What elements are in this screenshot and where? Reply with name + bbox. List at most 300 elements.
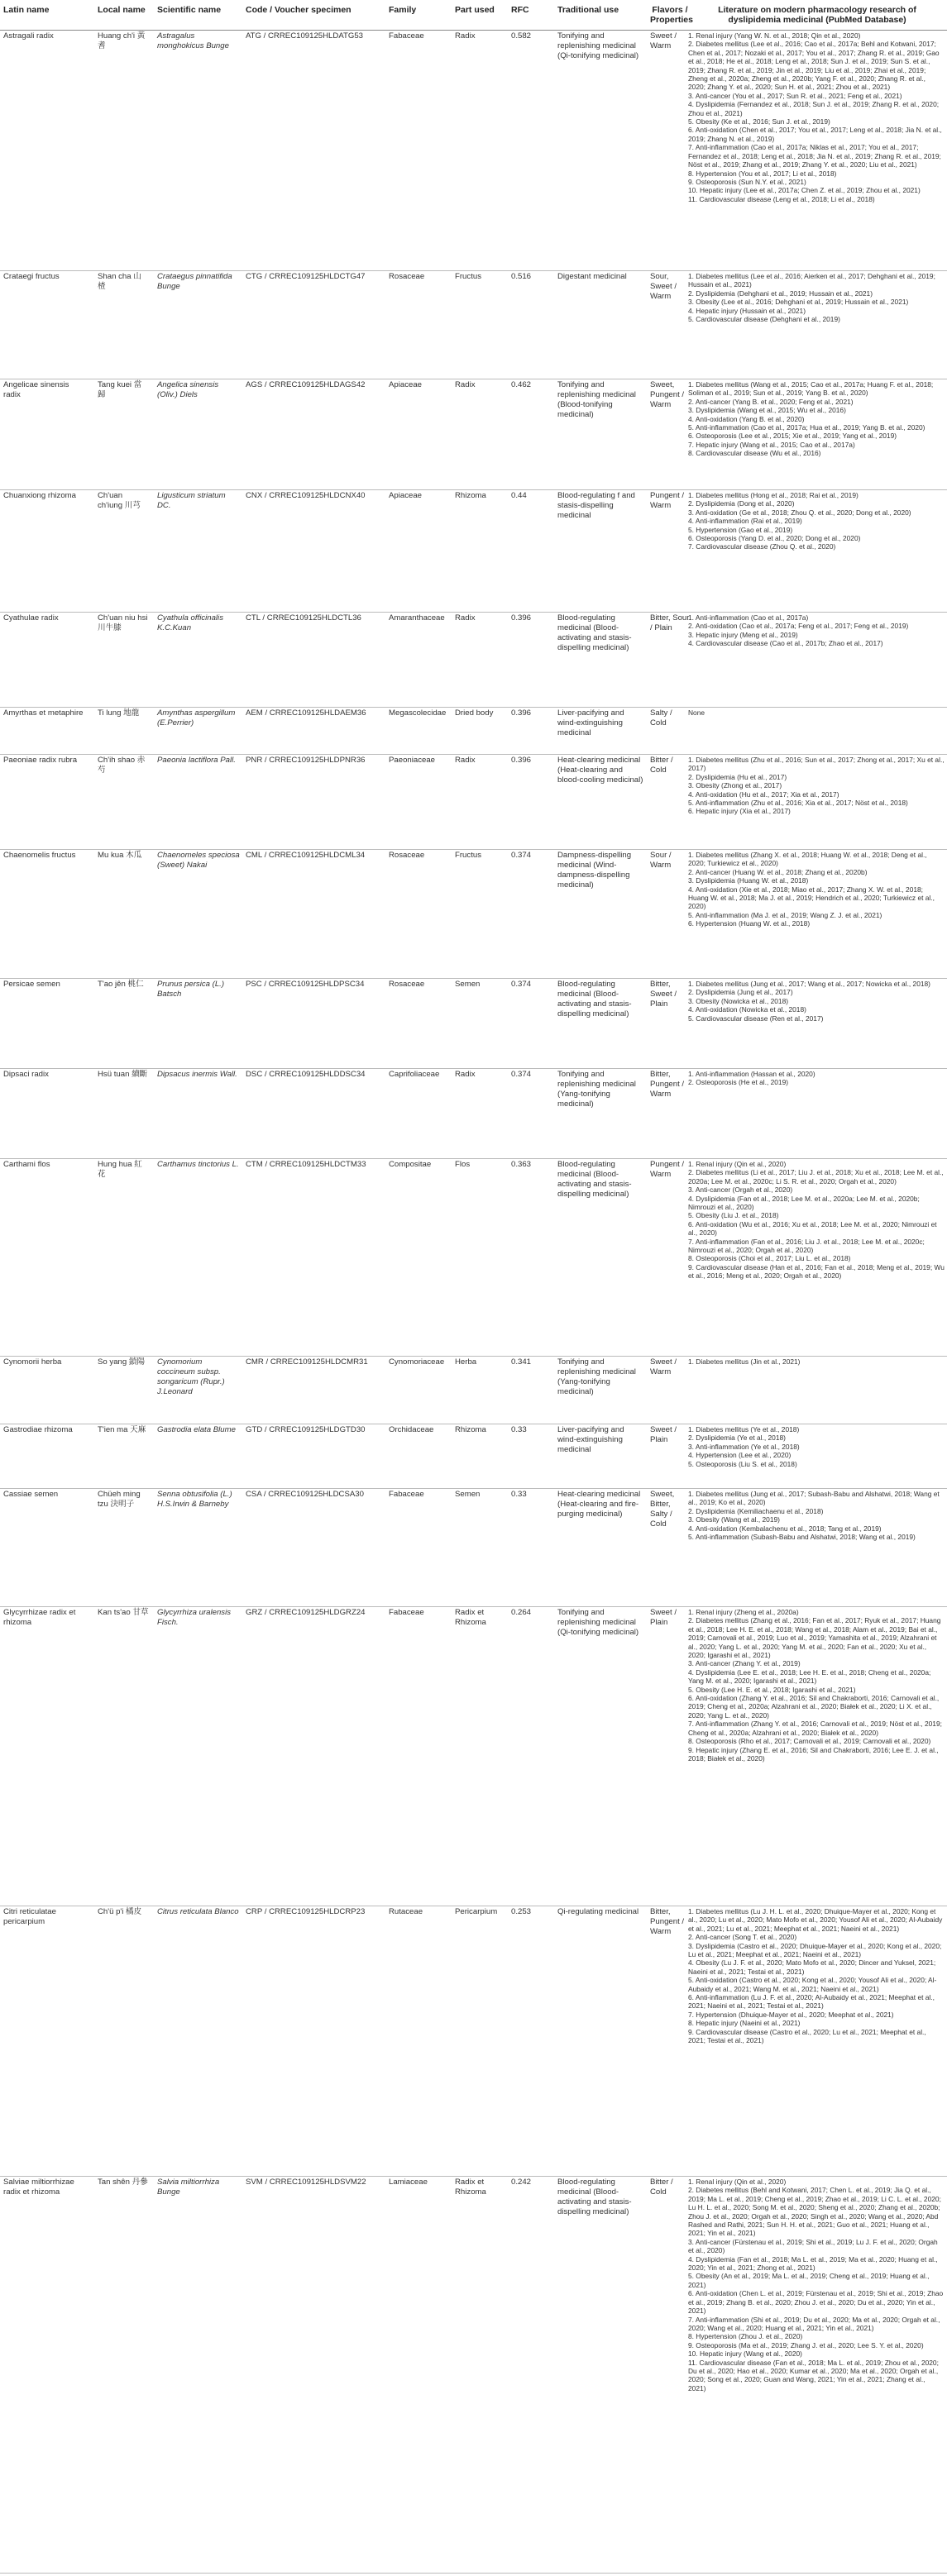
literature-entry: 5. Obesity (Lee H. E. et al., 2018; Igarashi et al., 2021)	[688, 1685, 856, 1694]
literature-entry: 2. Dyslipidemia (Jung et al., 2017)	[688, 988, 793, 997]
literature-entry: 1. Renal injury (Qin et al., 2020)	[688, 1160, 787, 1168]
rfc-value: 0.374	[511, 1070, 532, 1079]
latin-name: Citri reticulatae pericarpium	[3, 1907, 56, 1926]
rfc-value: 0.242	[511, 2178, 532, 2187]
literature-entry: 4. Dyslipidemia (Fan et al., 2018; Lee M. et al., 2020a; Lee M. et al., 2020b; Nimrouzi et al., 2020)	[688, 1194, 920, 1212]
traditional-use: Liver-pacifying and wind-extinguishing medicinal	[557, 708, 624, 737]
voucher-code: CRP / CRREC109125HLDCRP23	[246, 1907, 366, 1916]
literature-entry: 7. Cardiovascular disease (Zhou Q. et al., 2020)	[688, 542, 836, 551]
flavor-properties: Sweet / Plain	[650, 1425, 677, 1444]
literature-entry: 5. Obesity (Ke et al., 2016; Sun J. et al., 2019)	[688, 117, 830, 126]
traditional-use: Blood-regulating medicinal (Blood-activating and stasis-dispelling medicinal)	[557, 1160, 632, 1199]
literature-entry: 4. Anti-oxidation (Hu et al., 2017; Xia et al., 2017)	[688, 789, 839, 799]
scientific-name: Cynomorium coccineum subsp. songaricum (Rupr.) J.Leonard	[157, 1357, 225, 1396]
traditional-use: Blood-regulating medicinal (Blood-activating and stasis-dispelling medicinal)	[557, 613, 632, 652]
literature-entry: 1. Anti-inflammation (Hassan et al., 2020)	[688, 1070, 815, 1078]
part-used: Radix	[455, 1070, 476, 1079]
literature-entry: 6. Anti-oxidation (Chen L. et al., 2019; Fürstenau et al., 2019; Shi et al., 2019; Zhao et al., 2019; Zhang B. et al., 2020; Zhou J. et al., 2020; Du et al., 2020; Yin et al., 2021)	[688, 2289, 944, 2316]
rfc-value: 0.33	[511, 1490, 527, 1499]
flavor-properties: Bitter, Sour / Plain	[650, 613, 690, 632]
literature-entry: 3. Obesity (Zhong et al., 2017)	[688, 781, 782, 790]
flavor-properties: Bitter / Cold	[650, 756, 673, 775]
rfc-value: 0.363	[511, 1160, 532, 1169]
literature-entry: 11. Cardiovascular disease (Leng et al., 2018; Li et al., 2018)	[688, 194, 875, 203]
literature-entry: 3. Dyslipidemia (Wang et al., 2015; Wu et al., 2016)	[688, 406, 846, 415]
scientific-name: Senna obtusifolia (L.) H.S.Irwin & Barneby	[157, 1490, 232, 1509]
literature-entry: 2. Dyslipidemia (Dong et al., 2020)	[688, 499, 795, 508]
literature-entry: 4. Hepatic injury (Hussain et al., 2021)	[688, 306, 806, 315]
literature-entry: 2. Diabetes mellitus (Li et al., 2017; Liu J. et al., 2018; Xu et al., 2018; Lee M. et al., 2020a; Lee M. et al., 2020c; Li S. R. et al., 2020; Orgah et al., 2020)	[688, 1168, 944, 1185]
literature-entry: 8. Hepatic injury (Naeini et al., 2021)	[688, 2019, 801, 2028]
table-row	[0, 489, 947, 613]
literature-list	[688, 272, 945, 323]
rfc-value: 0.341	[511, 1357, 532, 1367]
literature-list	[688, 1608, 945, 1763]
literature-entry: 1. Anti-inflammation (Cao et al., 2017a)	[688, 613, 809, 622]
literature-entry: 2. Osteoporosis (He et al., 2019)	[688, 1078, 789, 1087]
scientific-name: Chaenomeles speciosa (Sweet) Nakai	[157, 851, 240, 870]
literature-list	[688, 2178, 945, 2392]
part-used: Radix	[455, 380, 476, 389]
literature-entry: 3. Hepatic injury (Meng et al., 2019)	[688, 630, 798, 639]
literature-entry: 6. Anti-oxidation (Wu et al., 2016; Xu et al., 2018; Lee M. et al., 2020; Nimrouzi et al., 2020)	[688, 1219, 937, 1238]
header-scientific-name: Scientific name	[157, 5, 222, 15]
literature-entry: 1. Diabetes mellitus (Zhu et al., 2016; Sun et al., 2017; Zhong et al., 2017; Xu et al., 2017)	[688, 756, 945, 773]
literature-entry: 4. Anti-inflammation (Rai et al., 2019)	[688, 517, 802, 526]
literature-entry: 5. Anti-inflammation (Subash-Babu and Alshatwi, 2018; Wang et al., 2019)	[688, 1533, 916, 1542]
literature-entry: 9. Osteoporosis (Ma et al., 2019; Zhang J. et al., 2020; Lee S. Y. et al., 2020)	[688, 2340, 924, 2349]
literature-entry: 2. Dyslipidemia (Kemiliachaenu et al., 2018)	[688, 1506, 824, 1515]
table-header	[0, 0, 947, 31]
literature-entry: 2. Anti-cancer (Song T. et al., 2020)	[688, 1933, 797, 1942]
scientific-name: Crataegus pinnatifida Bunge	[157, 272, 232, 291]
latin-name: Cassiae semen	[3, 1490, 59, 1499]
table-row	[0, 1356, 947, 1424]
literature-entry: 6. Osteoporosis (Yang D. et al., 2020; Dong et al., 2020)	[688, 534, 861, 543]
family: Rutaceae	[389, 1907, 423, 1916]
table-row	[0, 270, 947, 379]
literature-entry: 2. Dyslipidemia (Dehghani et al., 2019; Hussain et al., 2021)	[688, 289, 873, 298]
voucher-code: CTM / CRREC109125HLDCTM33	[246, 1160, 366, 1169]
traditional-use: Heat-clearing medicinal (Heat-clearing and blood-cooling medicinal)	[557, 756, 643, 785]
literature-entry: 9. Cardiovascular disease (Han et al., 2016; Fan et al., 2018; Meng et al., 2019; Wu et al., 2016; Meng et al., 2020; Orgah et al., 2020)	[688, 1262, 945, 1281]
literature-entry: 1. Renal injury (Yang W. N. et al., 2018; Qin et al., 2020)	[688, 31, 861, 40]
part-used: Dried body	[455, 708, 494, 718]
voucher-code: CSA / CRREC109125HLDCSA30	[246, 1490, 364, 1499]
literature-entry: 7. Hypertension (Dhuique-Mayer et al., 2020; Meephat et al., 2021)	[688, 2010, 894, 2019]
voucher-code: PNR / CRREC109125HLDPNR36	[246, 756, 366, 765]
table-row	[0, 1488, 947, 1607]
literature-entry: 2. Diabetes mellitus (Behl and Kotwani, 2017; Chen L. et al., 2019; Jia Q. et al., 2019; Ma L. et al., 2019; Cheng et al., 2019; Zhao et al., 2019; Li C. L. et al., 2020; Lu H. L. et al., 2020; Song M. et al., 2020; Sheng et al., 2020; Zhang et al., 2020b; Zhou J. et al., 2020; Orgah et al., 2020; Singh et al., 2020; Wang et al., 2020; Abd Rashed and Rathi, 2021; Sun H. H. et al., 2021; Guo et al., 2021; Huang et al., 2021; Yin et al., 2021)	[688, 2186, 941, 2238]
scientific-name: Astragalus monghokicus Bunge	[157, 31, 229, 50]
literature-entry: None	[688, 708, 705, 717]
traditional-use: Qi-regulating medicinal	[557, 1907, 639, 1916]
latin-name: Astragali radix	[3, 31, 54, 41]
latin-name: Salviae miltiorrhizae radix et rhizoma	[3, 2178, 74, 2197]
literature-entry: 3. Anti-cancer (Fürstenau et al., 2019; Shi et al., 2019; Lu J. F. et al., 2020; Orgah et al., 2020)	[688, 2237, 938, 2255]
part-used: Radix	[455, 613, 476, 623]
latin-name: Gastrodiae rhizoma	[3, 1425, 73, 1434]
literature-entry: 5. Obesity (An et al., 2019; Ma L. et al., 2019; Cheng et al., 2019; Huang et al., 2021)	[688, 2272, 930, 2289]
scientific-name: Glycyrrhiza uralensis Fisch.	[157, 1608, 232, 1627]
literature-entry: 1. Diabetes mellitus (Ye et al., 2018)	[688, 1425, 800, 1433]
literature-entry: 4. Dyslipidemia (Lee E. et al., 2018; Lee H. E. et al., 2018; Cheng et al., 2020a; Yang M. et al., 2020; Igarashi et al., 2021)	[688, 1667, 931, 1686]
local-name: So yang 鎖陽	[98, 1357, 146, 1367]
family: Lamiaceae	[389, 2178, 428, 2187]
rfc-value: 0.374	[511, 980, 532, 989]
scientific-name: Angelica sinensis (Oliv.) Diels	[157, 380, 219, 399]
literature-entry: 6. Hepatic injury (Xia et al., 2017)	[688, 807, 791, 816]
literature-entry: 6. Osteoporosis (Lee et al., 2015; Xie et al., 2019; Yang et al., 2019)	[688, 432, 897, 441]
literature-entry: 11. Cardiovascular disease (Fan et al., 2018; Ma L. et al., 2019; Zhou et al., 2020; Du et al., 2020; Hao et al., 2020; Kumar et al., 2020; Ma et al., 2020; Orgah et al., 2020; Song et al., 2020; Guan and Wang, 2021; Yin et al., 2021; Zhang et al., 2021)	[688, 2358, 939, 2392]
voucher-code: AEM / CRREC109125HLDAEM36	[246, 708, 366, 718]
literature-list	[688, 851, 945, 928]
traditional-use: Dampness-dispelling medicinal (Wind-dampness-dispelling medicinal)	[557, 851, 632, 890]
table-row	[0, 2176, 947, 2574]
scientific-name: Prunus persica (L.) Batsch	[157, 980, 225, 999]
part-used: Pericarpium	[455, 1907, 498, 1916]
literature-entry: 8. Osteoporosis (Choi et al., 2017; Liu L. et al., 2018)	[688, 1254, 851, 1263]
literature-entry: 10. Hepatic injury (Lee et al., 2017a; Chen Z. et al., 2019; Zhou et al., 2021)	[688, 186, 921, 195]
table-row	[0, 379, 947, 490]
latin-name: Carthami flos	[3, 1160, 50, 1169]
family: Orchidaceae	[389, 1425, 434, 1434]
family: Apiaceae	[389, 380, 423, 389]
literature-entry: 8. Hypertension (You et al., 2017; Li et al., 2018)	[688, 169, 837, 178]
literature-entry: 4. Obesity (Lu J. F. et al., 2020; Mato Mofo et al., 2020; Dincer and Yuksel, 2021; Naeini et al., 2021; Testai et al., 2021)	[688, 1958, 936, 1976]
scientific-name: Cyathula officinalis K.C.Kuan	[157, 613, 223, 632]
literature-list	[688, 980, 945, 1023]
table-row	[0, 1606, 947, 1906]
local-name: Ch'ih shao 赤芍	[98, 756, 146, 775]
literature-entry: 9. Osteoporosis (Sun N.Y. et al., 2021)	[688, 177, 806, 186]
flavor-properties: Bitter, Pungent / Warm	[650, 1907, 685, 1936]
literature-entry: 3. Anti-cancer (Orgah et al., 2020)	[688, 1185, 793, 1195]
latin-name: Angelicae sinensis radix	[3, 380, 69, 399]
literature-entry: 5. Anti-oxidation (Castro et al., 2020; Kong et al., 2020; Yousof Ali et al., 2020; Al-Aubaidy et al., 2021; Wang M. et al., 2021; Naeini et al., 2021)	[688, 1976, 937, 1993]
traditional-use: Tonifying and replenishing medicinal (Yang-tonifying medicinal)	[557, 1070, 636, 1109]
flavor-properties: Bitter / Cold	[650, 2178, 673, 2197]
scientific-name: Paeonia lactiflora Pall.	[157, 756, 236, 765]
local-name: T'ien ma 天麻	[98, 1425, 146, 1434]
literature-list	[688, 1357, 945, 1366]
voucher-code: CNX / CRREC109125HLDCNX40	[246, 491, 366, 500]
literature-entry: 6. Anti-oxidation (Chen et al., 2017; You et al., 2017; Leng et al., 2018; Jia N. et al., 2019; Zhang N. et al., 2019)	[688, 126, 942, 143]
local-name: Hung hua 紅花	[98, 1160, 142, 1179]
literature-list	[688, 1490, 945, 1541]
table-row	[0, 849, 947, 979]
family: Rosaceae	[389, 980, 425, 989]
traditional-use: Blood-regulating medicinal (Blood-activating and stasis-dispelling medicinal)	[557, 2178, 632, 2216]
literature-entry: 2. Diabetes mellitus (Zhang et al., 2016; Fan et al., 2017; Ryuk et al., 2017; Huang et al., 2018; Lee H. E. et al., 2018; Wang et al., 2018; Alam et al., 2019; Bai et al., 2019; Carnovali et al., 2019; Luo et al., 2019; Yamashita et al., 2019; Alzahrani et al., 2020; Yang L. et al., 2020; Yang M. et al., 2020; Fan et al., 2020; Xu et al., 2020; Igarashi et al., 2021)	[688, 1616, 941, 1660]
literature-list	[688, 31, 945, 203]
literature-entry: 5. Anti-inflammation (Zhu et al., 2016; Xia et al., 2017; Nöst et al., 2018)	[688, 799, 908, 808]
family: Rosaceae	[389, 851, 425, 860]
literature-entry: 3. Dyslipidemia (Castro et al., 2020; Dhuique-Mayer et al., 2020; Kong et al., 2020; Lu et al., 2021; Meephat et al., 2021; Naeini et al., 2021)	[688, 1941, 942, 1959]
literature-entry: 9. Cardiovascular disease (Castro et al., 2020; Lu et al., 2021; Meephat et al., 2021; Testai et al., 2021)	[688, 2027, 926, 2045]
literature-entry: 4. Dyslipidemia (Fan et al., 2018; Ma L. et al., 2019; Ma et al., 2020; Huang et al., 2020; Yin et al., 2021; Zhong et al., 2021)	[688, 2254, 938, 2273]
literature-entry: 3. Obesity (Lee et al., 2016; Dehghani et al., 2019; Hussain et al., 2021)	[688, 298, 909, 307]
local-name: Kan ts'ao 甘草	[98, 1608, 149, 1617]
table-row	[0, 612, 947, 708]
header-code: Code / Voucher specimen	[246, 5, 352, 15]
part-used: Semen	[455, 980, 481, 989]
literature-entry: 7. Hepatic injury (Wang et al., 2015; Cao et al., 2017a)	[688, 440, 855, 449]
table-row	[0, 1068, 947, 1159]
literature-list	[688, 380, 945, 458]
flavor-properties: Sour, Sweet / Warm	[650, 272, 677, 301]
literature-entry: 5. Anti-inflammation (Ma J. et al., 2019; Wang Z. J. et al., 2021)	[688, 910, 882, 919]
literature-entry: 1. Diabetes mellitus (Hong et al., 2018; Rai et al., 2019)	[688, 491, 859, 499]
header-local-name: Local name	[98, 5, 146, 15]
table-row	[0, 707, 947, 755]
table-row	[0, 1424, 947, 1489]
voucher-code: SVM / CRREC109125HLDSVM22	[246, 2178, 366, 2187]
local-name: Ti lung 地龍	[98, 708, 140, 718]
rfc-value: 0.396	[511, 756, 532, 765]
literature-entry: 5. Osteoporosis (Liu S. et al., 2018)	[688, 1459, 797, 1468]
literature-entry: 5. Cardiovascular disease (Dehghani et al., 2019)	[688, 315, 840, 324]
literature-entry: 3. Obesity (Wang et al., 2019)	[688, 1515, 780, 1524]
literature-entry: 1. Diabetes mellitus (Jung et al., 2017; Wang et al., 2017; Nowicka et al., 2018)	[688, 980, 930, 988]
local-name: Hsü tuan 續斷	[98, 1070, 148, 1079]
rfc-value: 0.253	[511, 1907, 532, 1916]
literature-entry: 5. Hypertension (Gao et al., 2019)	[688, 525, 793, 534]
local-name: T'ao jên 桃仁	[98, 980, 144, 989]
family: Amaranthaceae	[389, 613, 445, 623]
literature-entry: 2. Anti-cancer (Huang W. et al., 2018; Zhang et al., 2020b)	[688, 867, 868, 876]
voucher-code: ATG / CRREC109125HLDATG53	[246, 31, 364, 41]
literature-entry: 2. Anti-cancer (Yang B. et al., 2020; Feng et al., 2021)	[688, 397, 854, 406]
traditional-use: Heat-clearing medicinal (Heat-clearing and fire-purging medicinal)	[557, 1490, 641, 1519]
flavor-properties: Pungent / Warm	[650, 1160, 685, 1179]
latin-name: Dipsaci radix	[3, 1070, 49, 1079]
latin-name: Crataegi fructus	[3, 272, 60, 281]
latin-name: Chuanxiong rhizoma	[3, 491, 76, 500]
scientific-name: Gastrodia elata Blume	[157, 1425, 236, 1434]
part-used: Radix	[455, 756, 476, 765]
family: Fabaceae	[389, 31, 424, 41]
part-used: Radix	[455, 31, 476, 41]
voucher-code: PSC / CRREC109125HLDPSC34	[246, 980, 365, 989]
traditional-use: Tonifying and replenishing medicinal (Blood-tonifying medicinal)	[557, 380, 636, 419]
local-name: Tang kuei 當歸	[98, 380, 142, 399]
rfc-value: 0.264	[511, 1608, 532, 1617]
literature-entry: 1. Renal injury (Qin et al., 2020)	[688, 2178, 787, 2186]
traditional-use: Tonifying and replenishing medicinal (Qi-tonifying medicinal)	[557, 1608, 639, 1637]
family: Fabaceae	[389, 1608, 424, 1617]
part-used: Fructus	[455, 851, 481, 860]
header-rfc: RFC	[511, 5, 529, 15]
literature-list	[688, 1160, 945, 1281]
flavor-properties: Sweet / Plain	[650, 1608, 677, 1627]
local-name: Tan shên 丹參	[98, 2178, 148, 2187]
flavor-properties: Pungent / Warm	[650, 491, 685, 510]
literature-entry: 2. Anti-oxidation (Cao et al., 2017a; Feng et al., 2017; Feng et al., 2019)	[688, 622, 909, 631]
literature-entry: 6. Anti-oxidation (Zhang Y. et al., 2016; Sil and Chakraborti, 2016; Carnovali et al., 2019; Cheng et al., 2020a; Alzahrani et al., 2020; Białek et al., 2020; Li X. et al., 2020; Yang L. et al., 2020)	[688, 1694, 940, 1720]
literature-entry: 4. Anti-oxidation (Nowicka et al., 2018)	[688, 1005, 806, 1014]
local-name: Ch'uan ch'iung 川芎	[98, 491, 141, 510]
flavor-properties: Bitter, Pungent / Warm	[650, 1070, 685, 1099]
literature-entry: 9. Hepatic injury (Zhang E. et al., 2016; Sil and Chakraborti, 2016; Lee E. J. et al., 2018; Białek et al., 2020)	[688, 1745, 939, 1763]
header-family: Family	[389, 5, 417, 15]
rfc-value: 0.33	[511, 1425, 527, 1434]
literature-entry: 6. Anti-inflammation (Lu J. F. et al., 2020; Al-Aubaidy et al., 2021; Meephat et al., 2021; Naeini et al., 2021; Testai et al., 2021)	[688, 1993, 935, 2011]
family: Paeoniaceae	[389, 756, 436, 765]
latin-name: Chaenomelis fructus	[3, 851, 76, 860]
voucher-code: CMR / CRREC109125HLDCMR31	[246, 1357, 368, 1367]
header-flavors: Flavors / Properties	[650, 5, 693, 25]
flavor-properties: Salty / Cold	[650, 708, 672, 727]
table-row	[0, 754, 947, 850]
literature-list	[688, 1425, 945, 1468]
literature-entry: 8. Hypertension (Zhou J. et al., 2020)	[688, 2332, 803, 2341]
literature-entry: 3. Anti-cancer (Zhang Y. et al., 2019)	[688, 1659, 801, 1668]
literature-entry: 4. Anti-oxidation (Xie et al., 2018; Miao et al., 2017; Zhang X. W. et al., 2018; Huang W. et al., 2018; Ma J. et al., 2019; Hendrich et al., 2020; Turkiewicz et al., 2020)	[688, 885, 935, 911]
literature-entry: 2. Diabetes mellitus (Lee et al., 2016; Cao et al., 2017a; Behl and Kotwani, 2017; Chen et al., 2017; Nozaki et al., 2017; You et al., 2017; Zhang R. et al., 2019; Gao et al., 2018; He et al., 2018; Leng et al., 2018; Sun J. et al., 2019; Sun S. et al., 2019; Zhang R. et al., 2019; Jin et al., 2019; Liu et al., 2019; Zhai et al., 2019; Zheng et al., 2020a; Zheng et al., 2020b; Yang F. et al., 2020; Zhang R. et al., 2020; Zhang Y. et al., 2020; Sun H. et al., 2021; Zhou et al., 2021)	[688, 40, 940, 92]
literature-entry: 7. Anti-inflammation (Fan et al., 2016; Liu J. et al., 2018; Lee M. et al., 2020c; Nimrouzi et al., 2020; Orgah et al., 2020)	[688, 1237, 925, 1255]
literature-entry: 3. Anti-oxidation (Ge et al., 2018; Zhou Q. et al., 2020; Dong et al., 2020)	[688, 508, 911, 517]
literature-entry: 4. Anti-oxidation (Kembalachenu et al., 2018; Tang et al., 2019)	[688, 1524, 882, 1533]
part-used: Flos	[455, 1160, 471, 1169]
literature-entry: 2. Dyslipidemia (Ye et al., 2018)	[688, 1433, 786, 1443]
latin-name: Amyrthas et metaphire	[3, 708, 84, 718]
literature-entry: 6. Hypertension (Huang W. et al., 2018)	[688, 919, 811, 928]
scientific-name: Carthamus tinctorius L.	[157, 1160, 239, 1169]
voucher-code: CTG / CRREC109125HLDCTG47	[246, 272, 366, 281]
literature-entry: 1. Diabetes mellitus (Lu J. H. L. et al., 2020; Dhuique-Mayer et al., 2020; Kong et al., 2020; Lu et al., 2020; Mato Mofo et al., 2020; Yousof Ali et al., 2020; Al-Aubaidy et al., 2021; Lu et al., 2021; Meephat et al., 2021; Naeini et al., 2021)	[688, 1907, 943, 1933]
literature-entry: 1. Renal injury (Zheng et al., 2020a)	[688, 1608, 799, 1616]
flavor-properties: Bitter, Sweet / Plain	[650, 980, 677, 1009]
part-used: Rhizoma	[455, 491, 486, 500]
family: Caprifoliaceae	[389, 1070, 440, 1079]
literature-entry: 1. Diabetes mellitus (Wang et al., 2015; Cao et al., 2017a; Huang F. et al., 2018; Soliman et al., 2019; Sun et al., 2019; Yang B. et al., 2020)	[688, 380, 934, 398]
table-row	[0, 1906, 947, 2177]
scientific-name: Amynthas aspergillum (E.Perrier)	[157, 708, 236, 727]
part-used: Radix et Rhizoma	[455, 2178, 486, 2197]
voucher-code: GRZ / CRREC109125HLDGRZ24	[246, 1608, 366, 1617]
traditional-use: Blood-regulating medicinal (Blood-activating and stasis-dispelling medicinal)	[557, 980, 632, 1018]
scientific-name: Salvia miltiorrhiza Bunge	[157, 2178, 220, 2197]
literature-list	[688, 491, 945, 551]
family: Cynomoriaceae	[389, 1357, 445, 1367]
local-name: Ch'ü p'i 橘皮	[98, 1907, 142, 1916]
flavor-properties: Sweet, Bitter, Salty / Cold	[650, 1490, 675, 1529]
local-name: Shan cha 山楂	[98, 272, 141, 291]
table-row	[0, 978, 947, 1069]
literature-entry: 5. Anti-inflammation (Cao et al., 2017a; Hua et al., 2019; Yang B. et al., 2020)	[688, 423, 925, 432]
literature-entry: 8. Cardiovascular disease (Wu et al., 2016)	[688, 449, 821, 458]
rfc-value: 0.396	[511, 708, 532, 718]
latin-name: Cyathulae radix	[3, 613, 59, 623]
voucher-code: CTL / CRREC109125HLDCTL36	[246, 613, 361, 623]
voucher-code: CML / CRREC109125HLDCML34	[246, 851, 366, 860]
local-name: Mu kua 木瓜	[98, 851, 142, 860]
rfc-value: 0.582	[511, 31, 532, 41]
literature-entry: 4. Anti-oxidation (Yang B. et al., 2020)	[688, 414, 805, 423]
latin-name: Persicae semen	[3, 980, 60, 989]
latin-name: Paeoniae radix rubra	[3, 756, 78, 765]
header-traditional-use: Traditional use	[557, 5, 619, 15]
literature-entry: 3. Anti-inflammation (Ye et al., 2018)	[688, 1442, 800, 1451]
literature-list	[688, 756, 945, 816]
flavor-properties: Sweet, Pungent / Warm	[650, 380, 685, 409]
table-row	[0, 30, 947, 271]
flavor-properties: Sour / Warm	[650, 851, 672, 870]
literature-entry: 4. Cardiovascular disease (Cao et al., 2017b; Zhao et al., 2017)	[688, 639, 883, 648]
literature-entry: 2. Dyslipidemia (Hu et al., 2017)	[688, 772, 787, 781]
literature-entry: 7. Anti-inflammation (Zhang Y. et al., 2016; Carnovali et al., 2019; Nöst et al., 2019; Cheng et al., 2020a; Alzahrani et al., 2020; Białek et al., 2020)	[688, 1720, 942, 1737]
literature-entry: 5. Obesity (Liu J. et al., 2018)	[688, 1211, 779, 1220]
literature-entry: 5. Cardiovascular disease (Ren et al., 2017)	[688, 1014, 824, 1023]
voucher-code: DSC / CRREC109125HLDDSC34	[246, 1070, 366, 1079]
part-used: Radix et Rhizoma	[455, 1608, 486, 1627]
voucher-code: AGS / CRREC109125HLDAGS42	[246, 380, 366, 389]
local-name: Ch'uan niu hsi 川牛膝	[98, 613, 148, 632]
literature-list	[688, 1070, 945, 1087]
flavor-properties: Sweet / Warm	[650, 1357, 677, 1376]
latin-name: Glycyrrhizae radix et rhizoma	[3, 1608, 76, 1627]
part-used: Rhizoma	[455, 1425, 486, 1434]
rfc-value: 0.396	[511, 613, 532, 623]
flavor-properties: Sweet / Warm	[650, 31, 677, 50]
family: Compositae	[389, 1160, 432, 1169]
family: Fabaceae	[389, 1490, 424, 1499]
latin-name: Cynomorii herba	[3, 1357, 62, 1367]
literature-list	[688, 708, 945, 717]
literature-entry: 10. Hepatic injury (Wang et al., 2020)	[688, 2349, 802, 2359]
literature-entry: 3. Obesity (Nowicka et al., 2018)	[688, 996, 789, 1005]
literature-entry: 7. Anti-inflammation (Shi et al., 2019; Du et al., 2020; Ma et al., 2020; Orgah et al., 2020; Wang et al., 2020; Huang et al., 2021; Yin et al., 2021)	[688, 2315, 940, 2332]
traditional-use: Digestant medicinal	[557, 272, 627, 281]
literature-entry: 1. Diabetes mellitus (Zhang X. et al., 2018; Huang W. et al., 2018; Deng et al., 2020; Turkiewicz et al., 2020)	[688, 851, 927, 868]
traditional-use: Tonifying and replenishing medicinal (Qi-tonifying medicinal)	[557, 31, 639, 60]
literature-list	[688, 1907, 945, 2045]
literature-entry: 3. Anti-cancer (You et al., 2017; Sun R. et al., 2021; Feng et al., 2021)	[688, 91, 902, 100]
literature-entry: 8. Osteoporosis (Rho et al., 2017; Carnovali et al., 2019; Carnovali et al., 2020)	[688, 1737, 931, 1746]
part-used: Herba	[455, 1357, 477, 1367]
part-used: Semen	[455, 1490, 481, 1499]
traditional-use: Liver-pacifying and wind-extinguishing medicinal	[557, 1425, 624, 1454]
family: Megascolecidae	[389, 708, 447, 718]
header-literature: Literature on modern pharmacology research of dyslipidemia medicinal (PubMed Database)	[718, 5, 916, 25]
literature-entry: 3. Dyslipidemia (Huang W. et al., 2018)	[688, 876, 809, 885]
literature-entry: 4. Dyslipidemia (Fernandez et al., 2018; Sun J. et al., 2019; Zhang R. et al., 2020; Zhou et al., 2021)	[688, 100, 940, 117]
literature-entry: 1. Diabetes mellitus (Jung et al., 2017; Subash-Babu and Alshatwi, 2018; Wang et al., 2019; Ko et al., 2020)	[688, 1490, 940, 1507]
local-name: Chüeh ming tzu 決明子	[98, 1490, 141, 1509]
rfc-value: 0.44	[511, 491, 527, 500]
scientific-name: Dipsacus inermis Wall.	[157, 1070, 237, 1079]
rfc-value: 0.374	[511, 851, 532, 860]
scientific-name: Ligusticum striatum DC.	[157, 491, 226, 510]
rfc-value: 0.462	[511, 380, 532, 389]
voucher-code: GTD / CRREC109125HLDGTD30	[246, 1425, 366, 1434]
family: Apiaceae	[389, 491, 423, 500]
literature-entry: 1. Diabetes mellitus (Lee et al., 2016; Aierken et al., 2017; Dehghani et al., 2019; Hussain et al., 2021)	[688, 272, 935, 289]
local-name: Huang ch'i 黃耆	[98, 31, 146, 50]
family: Rosaceae	[389, 272, 425, 281]
literature-entry: 7. Anti-inflammation (Cao et al., 2017a; Niklas et al., 2017; You et al., 2017; Fernandez et al., 2018; Leng et al., 2018; Jia N. et al., 2019; Zhang R. et al., 2019; Nöst et al., 2019; Zhang et al., 2019; Zhang Y. et al., 2020; Liu et al., 2021)	[688, 143, 941, 169]
table-row	[0, 1158, 947, 1357]
header-latin-name: Latin name	[3, 5, 50, 15]
traditional-use: Blood-regulating f and stasis-dispelling medicinal	[557, 491, 635, 520]
header-part-used: Part used	[455, 5, 495, 15]
literature-entry: 1. Diabetes mellitus (Jin et al., 2021)	[688, 1357, 801, 1366]
literature-entry: 4. Hypertension (Lee et al., 2020)	[688, 1451, 792, 1460]
scientific-name: Citrus reticulata Blanco	[157, 1907, 239, 1916]
literature-list	[688, 613, 945, 648]
rfc-value: 0.516	[511, 272, 532, 281]
